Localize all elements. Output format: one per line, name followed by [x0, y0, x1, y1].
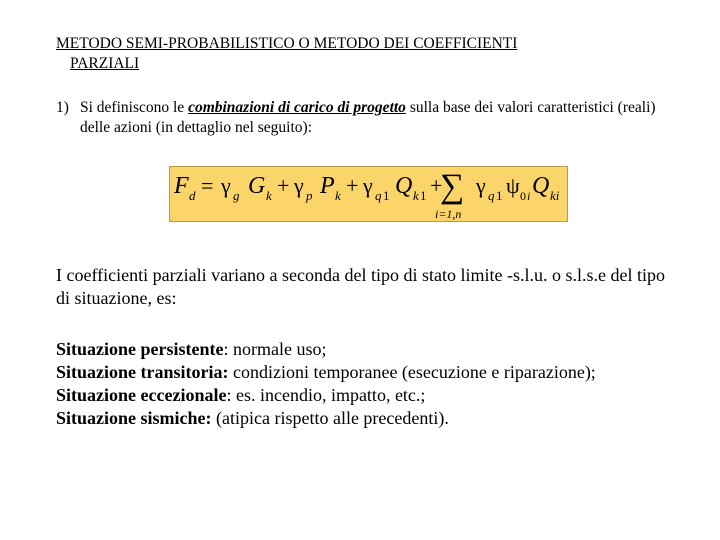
svg-text:k: k: [335, 188, 341, 203]
formula-box: [169, 166, 568, 222]
svg-text:0: 0: [520, 189, 526, 203]
svg-text:F: F: [174, 173, 189, 199]
numbered-item-1: [56, 98, 656, 138]
svg-text:1: 1: [383, 188, 390, 203]
svg-text:P: P: [320, 173, 335, 199]
svg-text:=: =: [201, 173, 214, 198]
svg-text:+: +: [430, 173, 443, 198]
slide-title: [56, 34, 656, 74]
svg-text:+: +: [277, 173, 290, 198]
svg-text:γ: γ: [294, 173, 304, 198]
item-text-emphasis: combinazioni di carico di progetto: [188, 99, 406, 116]
svg-text:ki: ki: [550, 188, 560, 203]
slide-title-line1: METODO SEMI-PROBABILISTICO O METODO DEI COEFFICIENTI: [56, 35, 518, 52]
svg-text:Q: Q: [395, 173, 413, 199]
svg-text:k: k: [266, 188, 272, 203]
svg-text:G: G: [248, 173, 266, 199]
situations-list: [56, 338, 696, 430]
svg-text:Q: Q: [532, 173, 550, 199]
situation-desc: (atipica rispetto alle precedenti).: [211, 408, 449, 428]
svg-text:γ: γ: [221, 173, 231, 198]
list-item: [56, 384, 696, 407]
situation-term: Situazione transitoria:: [56, 362, 229, 382]
svg-text:ψ: ψ: [506, 173, 520, 198]
svg-text:∑: ∑: [440, 168, 465, 205]
svg-text:q: q: [488, 188, 495, 203]
svg-text:γ: γ: [363, 173, 373, 198]
svg-text:p: p: [306, 188, 313, 203]
situation-term: Situazione sismiche:: [56, 408, 212, 428]
sum-subscript: i=1,n: [435, 207, 462, 221]
coefficients-paragraph: I coefficienti parziali variano a seconda del tipo di stato limite -s.l.u. o s.l.s.e del tipo di situazione, es:: [56, 265, 665, 308]
svg-text:+: +: [346, 173, 359, 198]
svg-text:i: i: [527, 189, 531, 203]
situation-term: Situazione eccezionale: [56, 385, 227, 405]
svg-text:k: k: [413, 188, 419, 203]
combination-formula: [170, 167, 569, 223]
item-text-prefix: Si definiscono le: [80, 99, 189, 116]
svg-text:γ: γ: [476, 173, 486, 198]
svg-text:g: g: [233, 188, 240, 203]
item-text-suffix: sulla base dei valori caratteristici (reali) delle azioni (in dettaglio nel seguito):: [80, 99, 656, 136]
slide-title-line2: PARZIALI: [70, 55, 140, 72]
situation-desc: : es. incendio, impatto, etc.;: [226, 385, 426, 405]
svg-text:d: d: [189, 188, 196, 203]
list-item: [56, 338, 696, 361]
situation-desc: condizioni temporanee (esecuzione e riparazione);: [228, 362, 596, 382]
svg-text:1: 1: [496, 188, 503, 203]
list-item: [56, 361, 696, 384]
list-item: [56, 407, 696, 430]
item-text: [80, 98, 656, 138]
situation-desc: : normale uso;: [223, 339, 327, 359]
svg-text:1: 1: [420, 188, 427, 203]
item-number: 1): [56, 99, 69, 116]
situation-term: Situazione persistente: [56, 339, 224, 359]
svg-text:q: q: [375, 188, 382, 203]
